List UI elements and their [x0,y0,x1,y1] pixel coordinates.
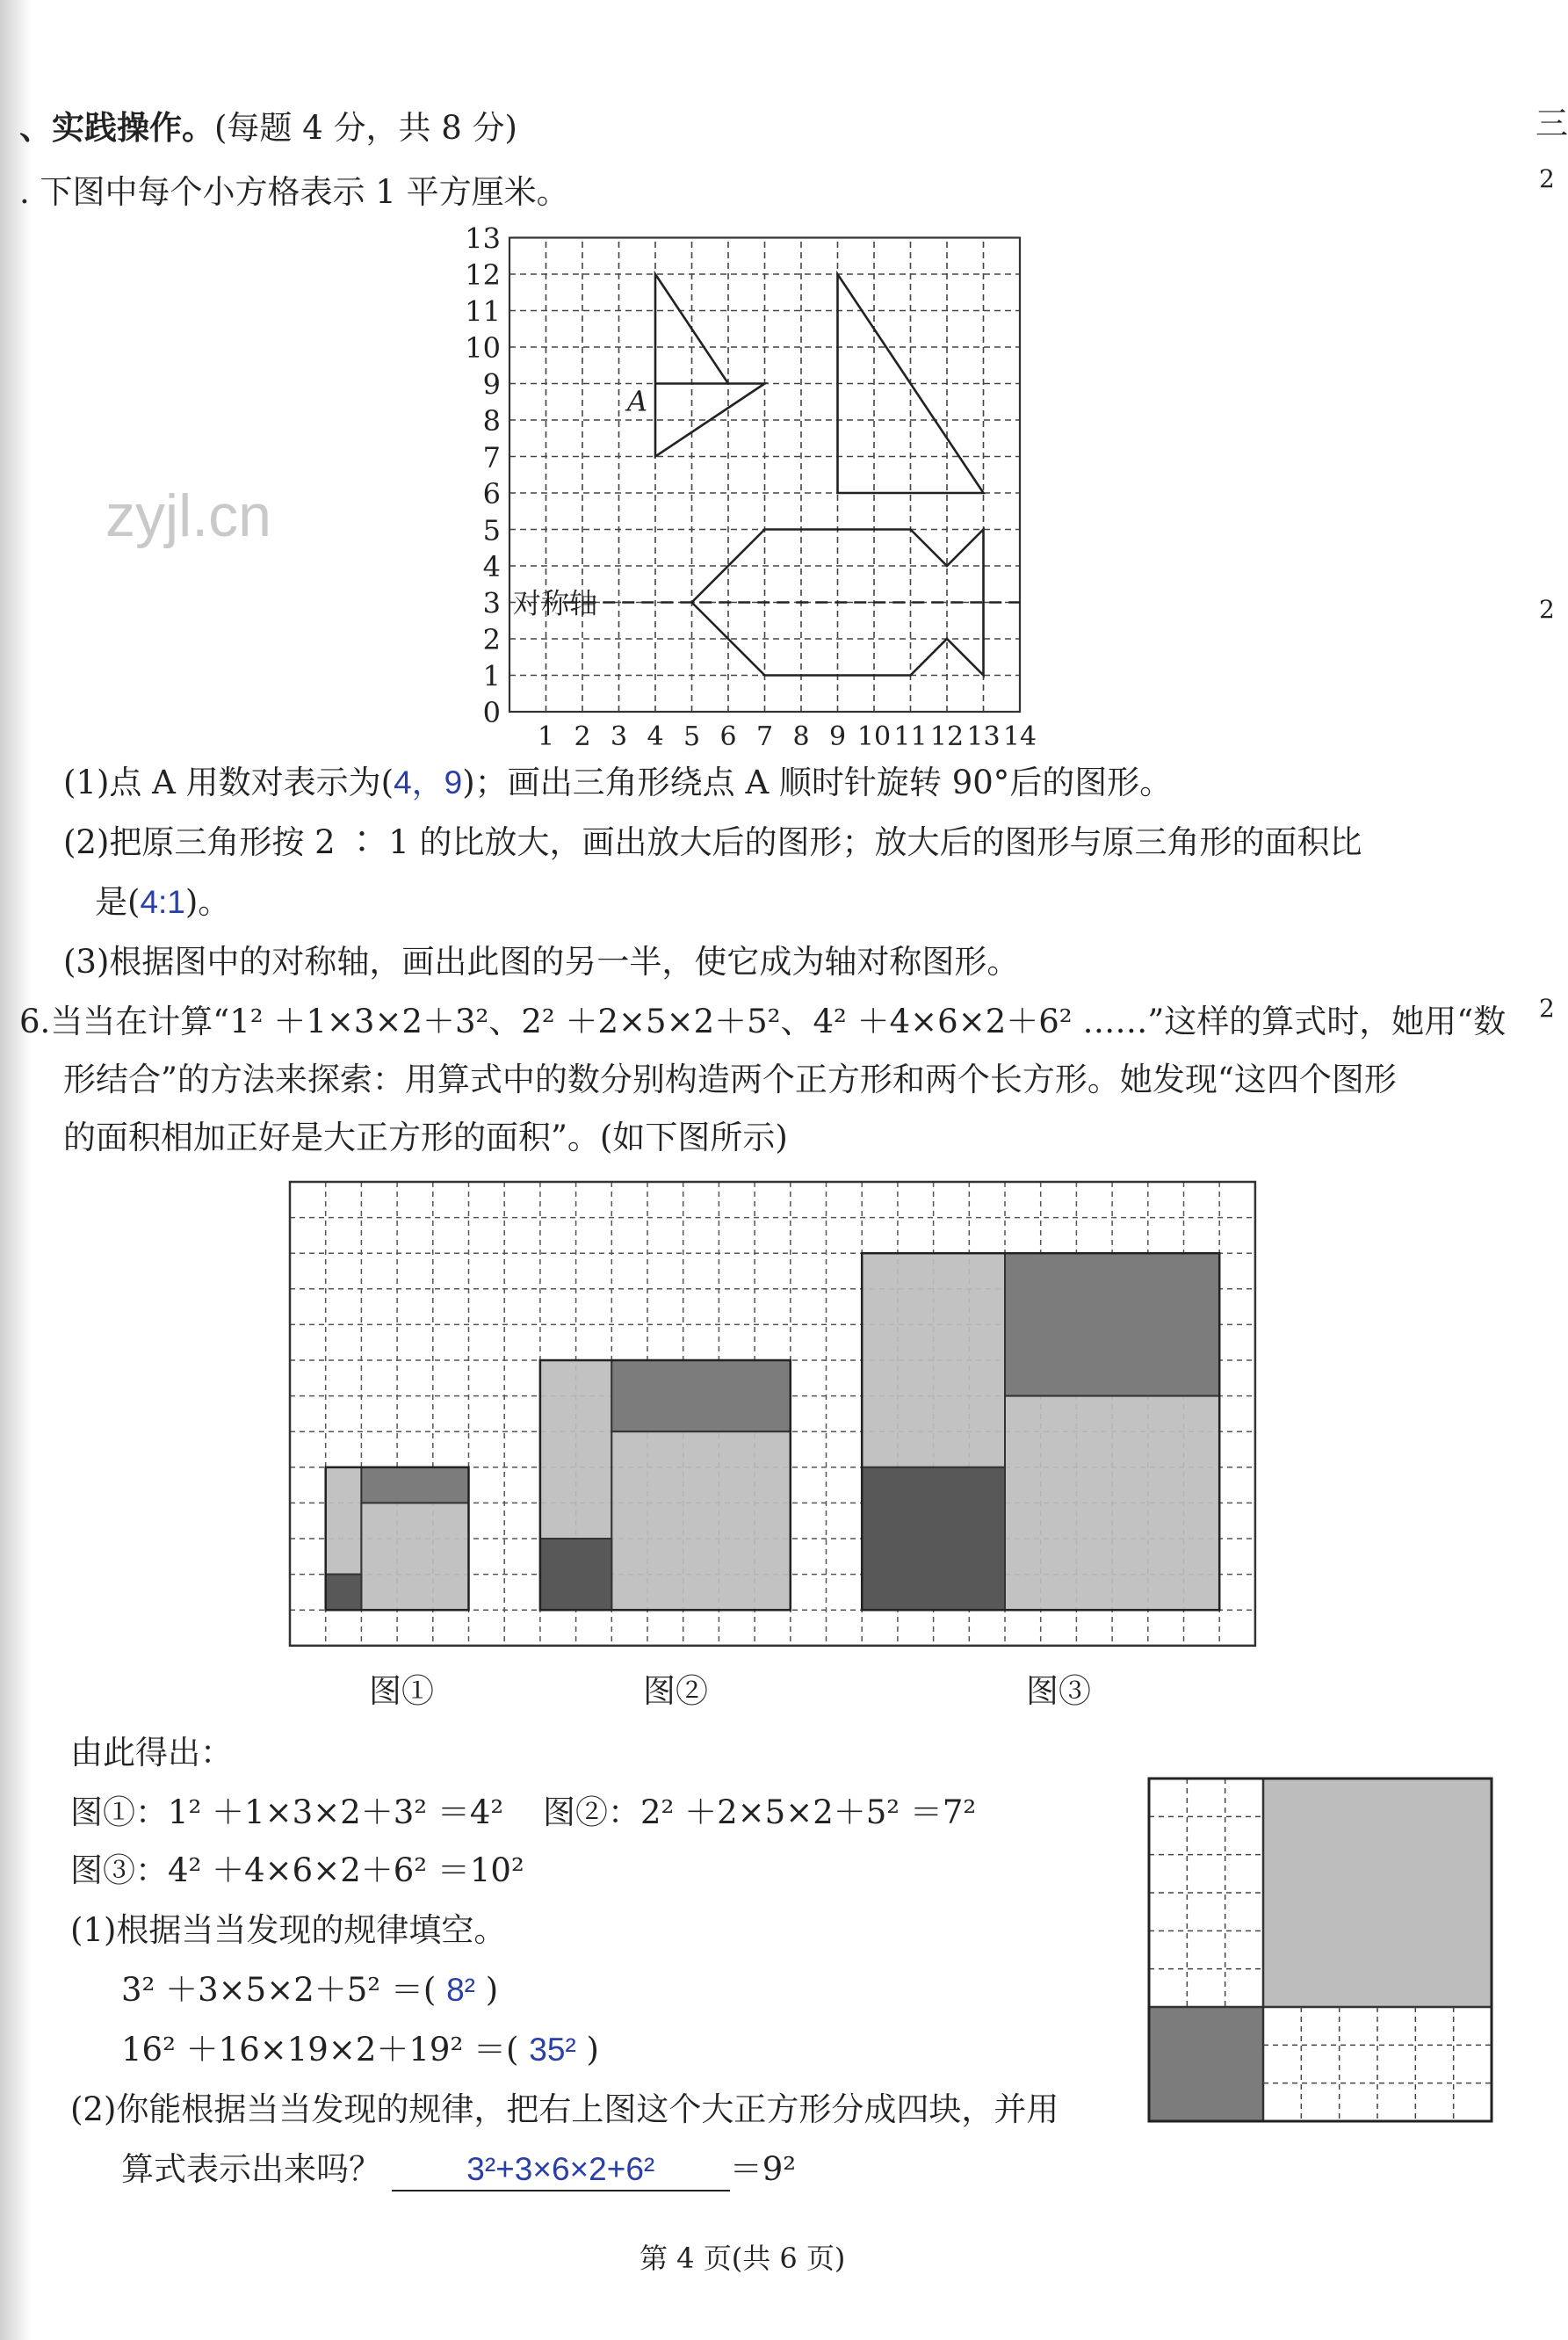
nine-square-figure [1145,1775,1497,2126]
y-tick-label: 1 [482,659,501,693]
point-a-label: A [627,384,648,418]
q2-part2: (2)你能根据当当发现的规律，把右上图这个大正方形分成四块，并用 [70,2090,1059,2128]
x-tick-label: 14 [1002,721,1037,752]
fig3-small-square [862,1467,1005,1610]
x-tick-label: 6 [719,721,737,752]
y-tick-label: 13 [465,221,501,256]
y-tick-label: 12 [465,258,501,292]
y-tick-label: 2 [482,623,501,656]
squares-figure [285,1177,1269,1656]
x-tick-label: 10 [856,721,892,752]
symmetry-axis-label: 对称轴 [513,586,598,620]
fill-blank-1: 3² ＋3×5×2＋5² ＝( 8² ) [121,1971,499,2009]
y-tick-label: 10 [465,331,501,365]
fig1-small-square [326,1575,362,1611]
q2-line2: 形结合”的方法来探索：用算式中的数分别构造两个正方形和两个长方形。她发现“这四个图形 [63,1061,1397,1098]
fig3-rect-top [862,1253,1005,1467]
section-heading: 、实践操作。(每题 4 分，共 8 分) [19,108,517,147]
fig2-big-square [611,1360,791,1431]
triangle-original [655,274,765,457]
x-tick-label: 2 [574,721,591,752]
x-tick-label: 4 [647,721,664,752]
x-tick-label: 3 [610,721,628,752]
y-tick-label: 7 [482,440,501,475]
y-tick-label: 6 [482,477,501,511]
margin-mark-1: 三 [1535,105,1568,142]
fig3-caption: 图③ [1026,1672,1091,1710]
x-tick-label: 13 [966,721,1001,752]
y-tick-label: 5 [482,513,501,547]
fig1-rect-bottom [361,1503,468,1610]
x-tick-label: 1 [537,721,555,752]
equation-fig2: 图②：2² ＋2×5×2＋5² ＝7² [543,1793,977,1831]
fig3-rect-bottom [1005,1396,1219,1611]
fig2-caption: 图② [643,1672,708,1710]
y-tick-label: 8 [482,404,501,438]
y-tick-label: 4 [482,550,501,583]
fig2-rect-bottom [611,1431,791,1610]
margin-mark-3: 2 [1539,595,1555,624]
q2-line1: 6.当当在计算“1² ＋1×3×2＋3²、2² ＋2×5×2＋5²、4² ＋4×6×2＋6² ……”这样的算式时，她用“数 [19,1003,1507,1040]
x-tick-label: 7 [755,721,774,752]
answer-fill-2: 35² [529,2032,576,2068]
q1-part3: (3)根据图中的对称轴，画出此图的另一半，使它成为轴对称图形。 [63,943,1020,981]
fig1-rect-top [326,1467,362,1575]
answer-expression: 3²+3×6×2+6² [466,2151,655,2187]
x-tick-label: 9 [828,721,847,752]
x-tick-label: 11 [893,721,928,752]
y-tick-label: 11 [465,294,501,329]
square-three [1149,2007,1263,2121]
answer-blank [392,2149,730,2191]
fig2-small-square [540,1539,611,1610]
x-tick-label: 12 [929,721,965,752]
y-tick-label: 9 [482,367,501,402]
x-tick-label: 8 [792,721,810,752]
q1-intro: . 下图中每个小方格表示 1 平方厘米。 [19,173,569,211]
q2-line3: 的面积相加正好是大正方形的面积”。(如下图所示) [63,1119,788,1156]
square-six [1263,1779,1492,2007]
conclusion-label: 由此得出： [70,1734,233,1771]
fig1-big-square [361,1467,468,1503]
page-footer: 第 4 页(共 6 页) [639,2242,846,2275]
fig1-caption: 图① [369,1672,434,1710]
q1-part2: (2)把原三角形按 2 ∶ 1 的比放大，画出放大后的图形；放大后的图形与原三角形的面积比 [63,823,1362,861]
q1-part1: (1)点 A 用数对表示为(4，9)；画出三角形绕点 A 顺时针旋转 90°后的图形。 [63,764,1173,801]
q1-part2-answer-line: 是(4:1)。 [95,883,231,921]
fill-blank-2: 16² ＋16×19×2＋19² ＝( 35² ) [121,2031,599,2068]
x-tick-label: 5 [683,721,701,752]
equation-fig1: 图①：1² ＋1×3×2＋3² ＝4² [70,1793,504,1831]
y-tick-label: 3 [482,586,501,620]
equation-fig3: 图③：4² ＋4×6×2＋6² ＝10² [70,1851,524,1889]
margin-mark-4: 2 [1539,994,1555,1023]
y-tick-label: 0 [482,696,501,729]
fig2-rect-top [540,1360,611,1539]
answer-point-a: 4，9 [394,764,463,801]
q2-part2-answer-line: 算式表示出来吗？ 3²+3×6×2+6² ＝9² [121,2149,796,2191]
answer-area-ratio: 4:1 [140,884,185,920]
q2-part1: (1)根据当当发现的规律填空。 [70,1911,507,1949]
margin-mark-2: 2 [1539,164,1555,193]
watermark: zyjl.cn [105,482,271,549]
answer-fill-1: 8² [446,1972,476,2008]
fig3-big-square [1005,1253,1219,1395]
coordinate-grid [465,220,1072,752]
binding-shadow [0,0,32,2340]
